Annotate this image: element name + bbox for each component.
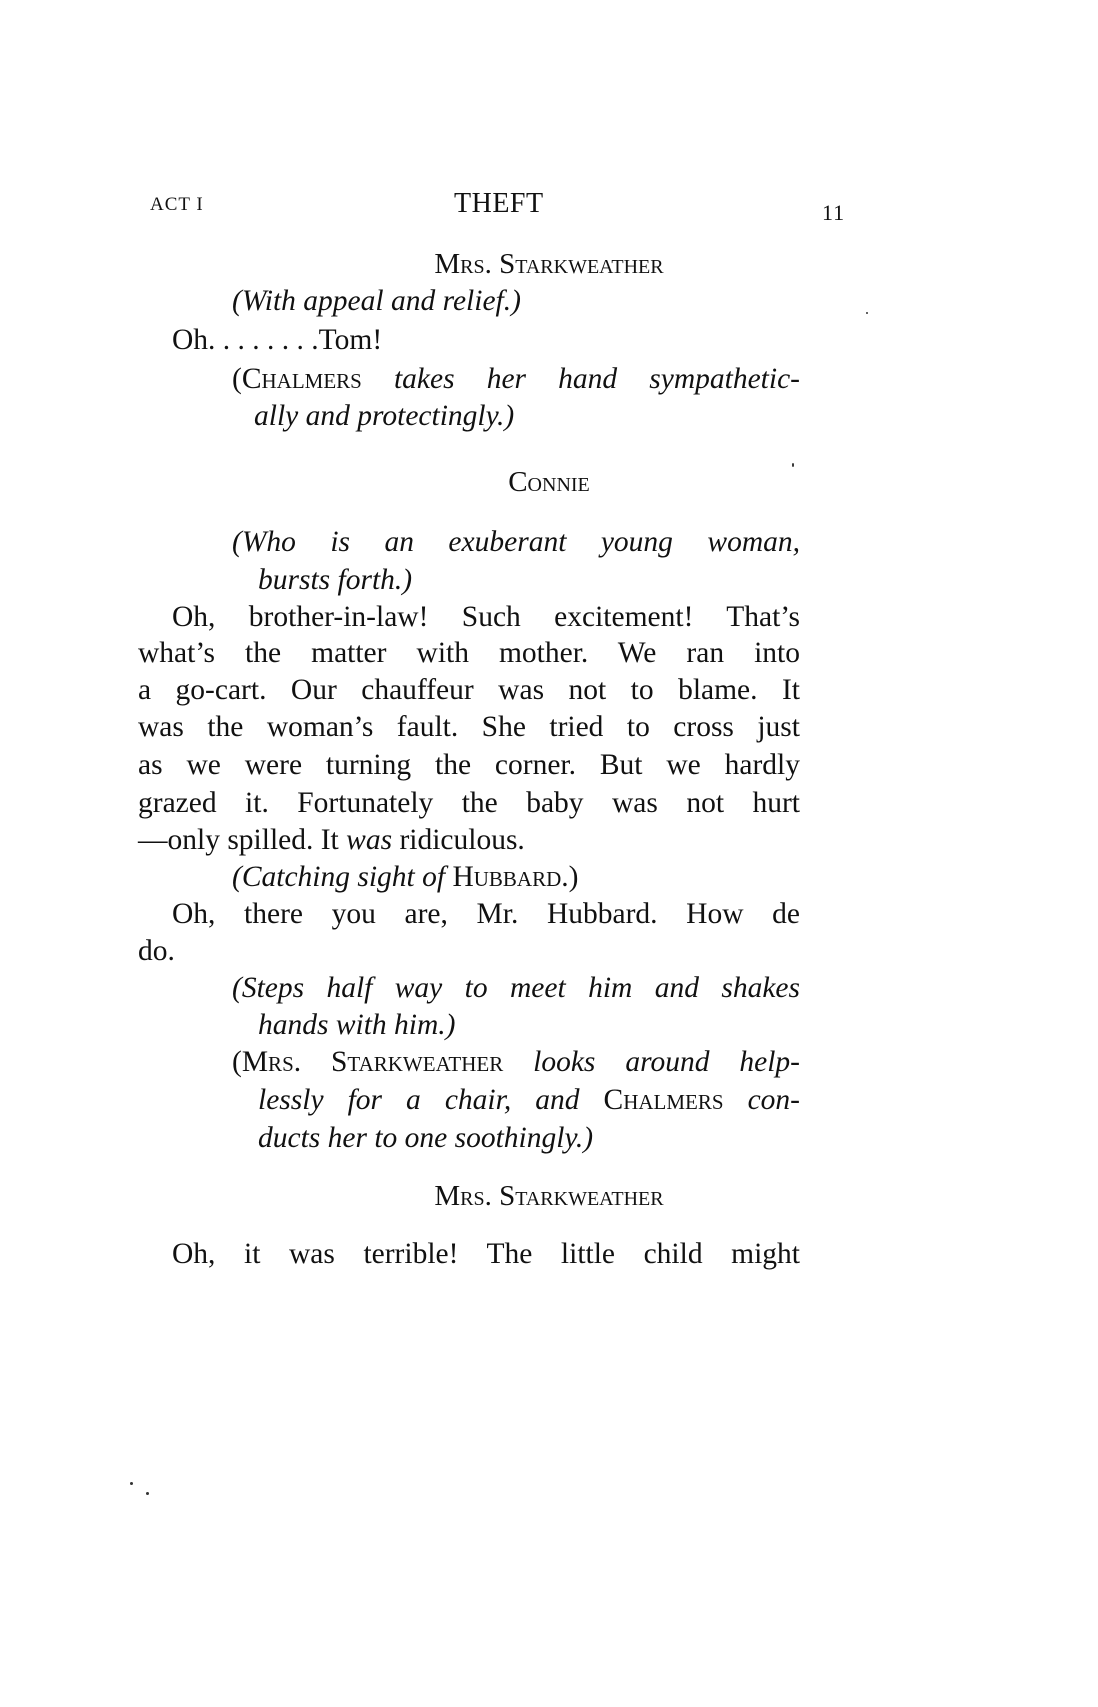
character-name: Chalmers	[603, 1084, 724, 1116]
speech-line: as we were turning the corner. But we hardly	[138, 749, 800, 781]
speech-line: do.	[138, 935, 175, 967]
stage-direction: (Mrs. Starkweather looks around help-	[232, 1046, 800, 1078]
character-name: Chalmers	[241, 363, 362, 395]
stage-direction: (Steps half way to meet him and shakes	[232, 972, 800, 1004]
page-number: 11	[822, 200, 846, 225]
speech-line: Oh, it was terrible! The little child might	[172, 1238, 800, 1270]
stage-direction: lessly for a chair, and Chalmers con-	[258, 1084, 800, 1116]
stage-direction: (Chalmers takes her hand sympathetic-	[232, 363, 800, 395]
character-name: Mrs. Starkweather	[241, 1046, 504, 1078]
print-speck	[146, 1492, 149, 1495]
speaker-connie: Connie	[508, 466, 590, 498]
speech-line: grazed it. Fortunately the baby was not hurt	[138, 787, 800, 819]
speech-line: what’s the matter with mother. We ran into	[138, 637, 800, 669]
print-speck	[792, 463, 794, 467]
character-name: Hubbard	[452, 861, 562, 893]
speech-line: Oh. . . . . . . .Tom!	[172, 324, 383, 356]
print-speck	[130, 1482, 133, 1485]
emphasis: was	[346, 824, 393, 856]
running-title: THEFT	[454, 188, 544, 219]
stage-direction: ducts her to one soothingly.)	[258, 1122, 594, 1154]
speech-line: was the woman’s fault. She tried to cross just	[138, 711, 800, 743]
stage-direction: (Who is an exuberant young woman,	[232, 526, 800, 558]
speech-line: Oh, there you are, Mr. Hubbard. How de	[172, 898, 800, 930]
stage-direction: ally and protectingly.)	[254, 400, 515, 432]
speaker-mrs-starkweather: Mrs. Starkweather	[434, 248, 664, 280]
speech-line: a go-cart. Our chauffeur was not to blame. It	[138, 674, 800, 706]
stage-direction: (With appeal and relief.)	[232, 285, 521, 317]
stage-direction: hands with him.)	[258, 1009, 456, 1041]
speech-line: Oh, brother-in-law! Such excitement! That’s	[172, 601, 800, 633]
speech-line: —only spilled. It was ridiculous.	[138, 824, 525, 856]
act-label: ACT I	[150, 194, 204, 215]
speaker-mrs-starkweather: Mrs. Starkweather	[434, 1180, 664, 1212]
print-speck	[866, 312, 868, 314]
stage-direction: bursts forth.)	[258, 564, 413, 596]
stage-direction: (Catching sight of Hubbard.)	[232, 861, 579, 893]
